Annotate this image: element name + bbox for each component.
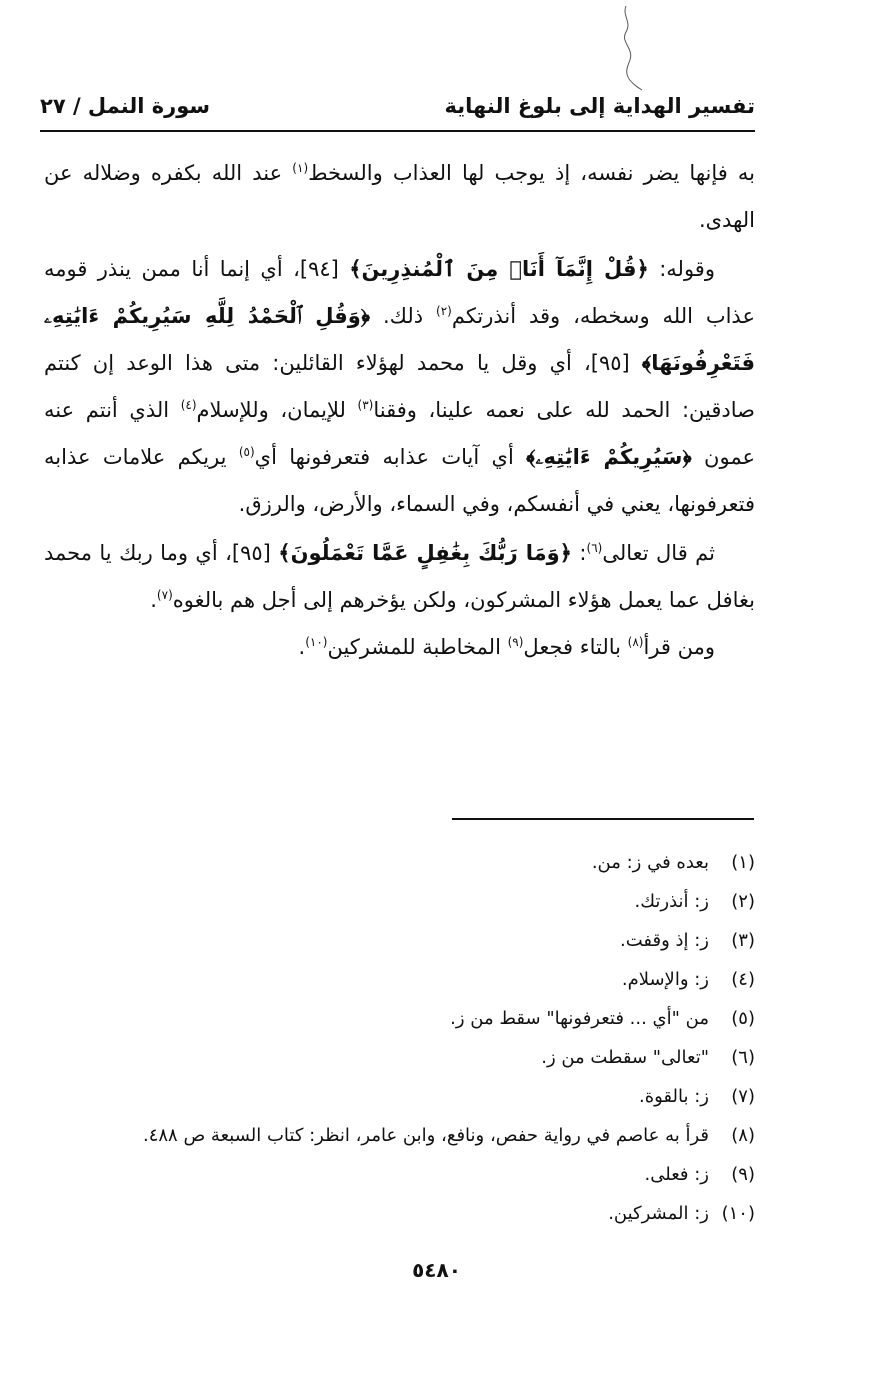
footnote-text: من "أي ... فتعرفونها" سقط من ز.: [450, 1008, 709, 1029]
footnote-number: (٩): [731, 1164, 755, 1185]
footnote-number: (٨): [731, 1125, 755, 1146]
quran-verse: ﴿وَمَا رَبُّكَ بِغَٰفِلٍ عَمَّا تَعْمَلُونَ﴾: [278, 541, 572, 565]
footnote-ref-5: (٥): [238, 445, 255, 459]
text-run: [٩٥]، أي وقل يا محمد لهؤلاء القائلين: متى هذا الوعد إن كنتم صادقين: الحمد لله على نعمه علينا، وفقنا: [44, 351, 755, 422]
text-run: المخاطبة للمشركين: [327, 635, 508, 659]
footnotes-list: [40, 843, 755, 1233]
text-run: بالتاء فجعل: [523, 635, 628, 659]
footnote-item: [40, 1194, 755, 1233]
footnote-item: [40, 1038, 755, 1077]
text-run: يريكم علامات عذابه فتعرفونها، يعني في أنفسكم، وفي السماء، والأرض، والرزق.: [44, 445, 755, 516]
footnote-ref-8: (٨): [627, 635, 644, 649]
text-run: ثم قال تعالى: [602, 541, 715, 565]
footnote-divider: [452, 818, 754, 820]
footnote-number: (٥): [731, 1008, 755, 1029]
paragraph-1: [44, 150, 755, 244]
text-run: .: [298, 635, 306, 659]
footnote-number: (٢): [731, 891, 755, 912]
text-run: [٩٥]، أي وما ربك يا محمد بغافل عما يعمل هؤلاء المشركون، ولكن يؤخرهم إلى أجل هم بالغوه: [44, 541, 755, 612]
paragraph-2: [44, 246, 755, 528]
book-title: تفسير الهداية إلى بلوغ النهاية: [444, 94, 755, 118]
footnote-number: (٤): [731, 969, 755, 990]
footnote-item: [40, 960, 755, 999]
main-text: [44, 150, 755, 671]
text-run: أي آيات عذابه فتعرفونها أي: [254, 445, 527, 469]
footnote-text: بعده في ز: من.: [591, 852, 709, 873]
footnote-ref-1: (١): [292, 161, 309, 175]
footnote-number: (٧): [731, 1086, 755, 1107]
footnote-ref-2: (٢): [436, 304, 452, 318]
text-run: وقوله:: [648, 257, 715, 281]
footnote-text: ز: المشركين.: [608, 1203, 709, 1224]
footnote-text: "تعالى" سقطت من ز.: [541, 1047, 709, 1068]
footnote-item: [40, 921, 755, 960]
footnote-item: [40, 1155, 755, 1194]
footnote-text: ز: أنذرتك.: [634, 891, 709, 912]
footnote-item: [40, 1116, 755, 1155]
footnote-ref-6: (٦): [586, 541, 603, 555]
text-run: به فإنها يضر نفسه، إذ يوجب لها العذاب والسخط: [308, 161, 756, 185]
paragraph-3: [44, 530, 755, 624]
footnote-item: [40, 843, 755, 882]
text-run: :: [571, 541, 587, 565]
text-run: الذي أنتم عنه عمون: [44, 398, 755, 469]
footnote-text: قرأ به عاصم في رواية حفص، ونافع، وابن عامر، انظر: كتاب السبعة ص ٤٨٨.: [142, 1125, 709, 1146]
scan-artifact-line: [612, 4, 652, 94]
footnote-text: ز: والإسلام.: [621, 969, 709, 990]
quran-verse: ﴿وَقُلِ ٱلْحَمْدُ لِلَّهِ سَيُرِيكُمْ ءَايَٰتِهِۦ فَتَعْرِفُونَهَا﴾: [44, 304, 755, 375]
text-run: ومن قرأ: [643, 635, 715, 659]
footnote-number: (٦): [731, 1047, 755, 1068]
surah-reference: سورة النمل / ٢٧: [40, 94, 211, 118]
footnote-text: ز: بالقوة.: [638, 1086, 709, 1107]
footnote-item: [40, 1077, 755, 1116]
footnote-number: (١٠): [721, 1203, 755, 1224]
footnote-ref-4: (٤): [180, 398, 197, 412]
paragraph-4: [44, 624, 755, 671]
footnote-ref-3: (٣): [357, 398, 374, 412]
footnote-text: ز: إذ وقفت.: [619, 930, 709, 951]
footnote-number: (٣): [731, 930, 755, 951]
footnote-ref-9: (٩): [507, 635, 524, 649]
text-run: [٩٤]، أي إنما أنا ممن ينذر قومه عذاب الله وسخطه، وقد أنذرتكم: [44, 257, 755, 328]
footnote-item: [40, 999, 755, 1038]
footnote-text: ز: فعلى.: [644, 1164, 709, 1185]
footnote-number: (١): [731, 852, 755, 873]
footnote-ref-10: (١٠): [305, 635, 328, 649]
footnote-item: [40, 882, 755, 921]
footnote-ref-7: (٧): [156, 588, 173, 602]
quran-verse: ﴿سَيُرِيكُمْ ءَايَٰتِهِۦ﴾: [526, 445, 692, 469]
text-run: للإيمان، وللإسلام: [196, 398, 358, 422]
text-run: ذلك.: [370, 304, 437, 328]
quran-verse: ﴿قُلْ إِنَّمَآ أَنَا۠ مِنَ ٱلْمُنذِرِينَ﴾: [349, 257, 649, 281]
text-run: عند الله بكفره وضلاله عن الهدى.: [44, 161, 755, 232]
running-header: [40, 92, 755, 132]
page-number: ٥٤٨٠: [412, 1258, 461, 1282]
text-run: .: [150, 588, 157, 612]
